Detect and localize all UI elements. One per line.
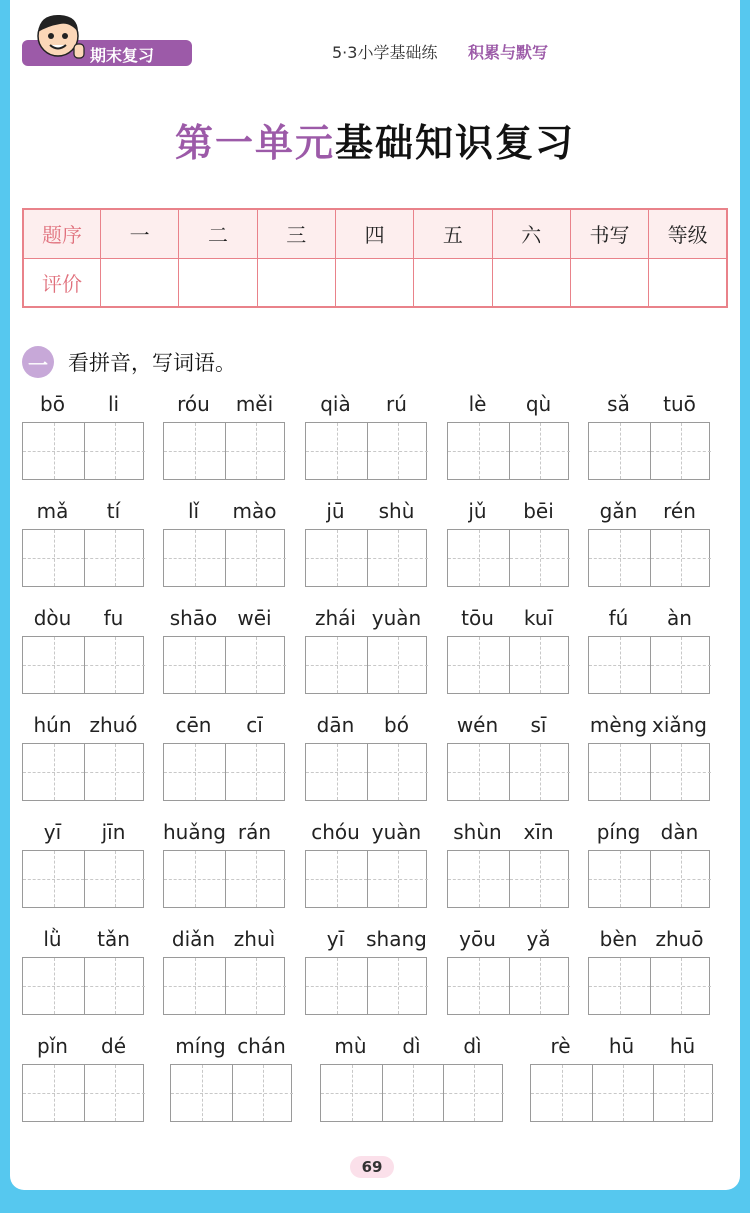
pinyin-syllable: lǜ [43, 927, 62, 951]
col-head: 书写 [570, 209, 648, 258]
writing-cell[interactable] [23, 851, 84, 907]
writing-box[interactable] [588, 850, 710, 908]
pinyin-syllable: hún [33, 713, 72, 737]
pinyin-syllable: mào [232, 499, 277, 523]
title-topic: 基础知识复习 [335, 121, 576, 165]
writing-cell[interactable] [589, 637, 650, 693]
eval-cell[interactable] [335, 258, 413, 307]
writing-cell[interactable] [23, 423, 84, 479]
writing-cell[interactable] [650, 851, 711, 907]
pinyin-syllable: tǎn [97, 927, 130, 951]
pinyin-syllable: zhuō [655, 927, 704, 951]
writing-cell[interactable] [164, 958, 225, 1014]
writing-cell[interactable] [164, 637, 225, 693]
score-table [22, 208, 728, 308]
pinyin-syllable: yǎ [526, 927, 551, 951]
writing-cell[interactable] [650, 958, 711, 1014]
pinyin-syllable: rú [386, 392, 407, 416]
writing-cell[interactable] [592, 1065, 653, 1121]
writing-cell[interactable] [84, 1065, 145, 1121]
review-badge-label: 期末复习 [90, 46, 155, 65]
writing-cell[interactable] [509, 851, 570, 907]
writing-box[interactable] [22, 636, 144, 694]
pinyin-syllable: dé [101, 1034, 126, 1058]
writing-cell[interactable] [509, 744, 570, 800]
writing-cell[interactable] [367, 958, 428, 1014]
pinyin-syllable: bó [384, 713, 409, 737]
col-head: 等级 [649, 209, 727, 258]
pinyin-syllable: qù [525, 392, 552, 416]
writing-box[interactable] [305, 422, 427, 480]
pinyin-syllable: huǎng [163, 820, 226, 844]
writing-cell[interactable] [589, 958, 650, 1014]
writing-box[interactable] [22, 957, 144, 1015]
series-name: 5·3小学基础练 [332, 43, 438, 62]
pinyin-syllable: měi [235, 392, 274, 416]
writing-cell[interactable] [84, 744, 145, 800]
pinyin-syllable: fú [608, 606, 629, 630]
section-instruction: 看拼音，写词语。 [68, 351, 236, 375]
score-table-eval-row [23, 258, 727, 307]
writing-cell[interactable] [367, 851, 428, 907]
section-number: 一 [28, 353, 48, 377]
pinyin-syllable: fu [103, 606, 124, 630]
writing-cell[interactable] [589, 530, 650, 586]
pinyin-syllable: bō [40, 392, 65, 416]
writing-cell[interactable] [23, 637, 84, 693]
writing-cell[interactable] [23, 744, 84, 800]
writing-cell[interactable] [653, 1065, 714, 1121]
writing-box[interactable] [305, 529, 427, 587]
writing-box[interactable] [447, 529, 569, 587]
pinyin-syllable: cēn [175, 713, 212, 737]
writing-cell[interactable] [225, 637, 286, 693]
writing-box[interactable] [305, 957, 427, 1015]
pinyin-syllable: chán [237, 1034, 286, 1058]
writing-cell[interactable] [225, 744, 286, 800]
eval-cell[interactable] [101, 258, 179, 307]
writing-cell[interactable] [367, 423, 428, 479]
pinyin-syllable: mèng [589, 713, 648, 737]
writing-cell[interactable] [509, 423, 570, 479]
pinyin-syllable: mǎ [36, 499, 69, 523]
writing-box[interactable] [447, 743, 569, 801]
col-head: 五 [414, 209, 492, 258]
pinyin-syllable: lè [468, 392, 487, 416]
writing-cell[interactable] [306, 851, 367, 907]
writing-cell[interactable] [84, 423, 145, 479]
pinyin-syllable: zhái [315, 606, 356, 630]
pinyin-syllable: dàn [660, 820, 699, 844]
writing-box[interactable] [170, 1064, 292, 1122]
writing-cell[interactable] [23, 1065, 84, 1121]
pinyin-syllable: bèn [599, 927, 638, 951]
writing-cell[interactable] [650, 423, 711, 479]
writing-cell[interactable] [164, 744, 225, 800]
mascot-boy-icon [30, 10, 88, 70]
writing-box[interactable] [22, 529, 144, 587]
pinyin-syllable: yī [326, 927, 345, 951]
pinyin-syllable: rè [550, 1034, 571, 1058]
writing-box[interactable] [588, 529, 710, 587]
eval-cell[interactable] [257, 258, 335, 307]
pinyin-syllable: àn [667, 606, 692, 630]
pinyin-syllable: diǎn [171, 927, 216, 951]
writing-cell[interactable] [589, 744, 650, 800]
pinyin-syllable: gǎn [599, 499, 638, 523]
pinyin-syllable: xiǎng [651, 713, 708, 737]
writing-box[interactable] [22, 743, 144, 801]
writing-box[interactable] [447, 636, 569, 694]
writing-box[interactable] [447, 422, 569, 480]
writing-box[interactable] [163, 957, 285, 1015]
writing-cell[interactable] [531, 1065, 592, 1121]
pinyin-syllable: shāo [169, 606, 218, 630]
writing-cell[interactable] [367, 530, 428, 586]
writing-cell[interactable] [589, 851, 650, 907]
pinyin-syllable: hū [608, 1034, 635, 1058]
writing-box[interactable] [447, 850, 569, 908]
pinyin-syllable: dì [402, 1034, 421, 1058]
pinyin-syllable: shang [366, 927, 427, 951]
pinyin-syllable: qià [320, 392, 351, 416]
pinyin-syllable: yuàn [371, 606, 422, 630]
writing-cell[interactable] [367, 744, 428, 800]
writing-cell[interactable] [23, 530, 84, 586]
pinyin-syllable: lǐ [187, 499, 200, 523]
writing-cell[interactable] [84, 637, 145, 693]
pinyin-syllable: yī [43, 820, 62, 844]
writing-box[interactable] [22, 850, 144, 908]
pinyin-syllable: zhuó [89, 713, 138, 737]
writing-cell[interactable] [448, 851, 509, 907]
eval-cell[interactable] [649, 258, 727, 307]
writing-cell[interactable] [84, 851, 145, 907]
col-head: 四 [335, 209, 413, 258]
pinyin-syllable: wēi [237, 606, 272, 630]
pinyin-syllable: li [107, 392, 120, 416]
pinyin-syllable: mù [334, 1034, 367, 1058]
pinyin-syllable: bēi [523, 499, 554, 523]
writing-box[interactable] [320, 1064, 503, 1122]
writing-box[interactable] [22, 422, 144, 480]
row-head-order: 题序 [23, 209, 101, 258]
row-head-eval: 评价 [23, 258, 101, 307]
pinyin-syllable: wén [456, 713, 499, 737]
writing-box[interactable] [530, 1064, 713, 1122]
col-head: 二 [179, 209, 257, 258]
writing-cell[interactable] [448, 958, 509, 1014]
pinyin-syllable: tōu [461, 606, 494, 630]
writing-box[interactable] [588, 743, 710, 801]
pinyin-syllable: sī [530, 713, 547, 737]
pinyin-syllable: cī [246, 713, 263, 737]
writing-cell[interactable] [23, 958, 84, 1014]
writing-cell[interactable] [306, 423, 367, 479]
writing-cell[interactable] [225, 423, 286, 479]
pinyin-syllable: rán [237, 820, 272, 844]
writing-cell[interactable] [171, 1065, 232, 1121]
writing-cell[interactable] [650, 530, 711, 586]
writing-box[interactable] [305, 636, 427, 694]
writing-cell[interactable] [164, 851, 225, 907]
eval-cell[interactable] [492, 258, 570, 307]
eval-cell[interactable] [570, 258, 648, 307]
worksheet-page [10, 0, 740, 1190]
writing-box[interactable] [163, 529, 285, 587]
writing-box[interactable] [447, 957, 569, 1015]
title-unit: 第一单元 [174, 121, 335, 165]
writing-cell[interactable] [164, 530, 225, 586]
writing-cell[interactable] [84, 958, 145, 1014]
book-title: 积累与默写 [468, 43, 549, 62]
pinyin-syllable: chóu [311, 820, 360, 844]
writing-cell[interactable] [509, 958, 570, 1014]
pinyin-syllable: shùn [453, 820, 502, 844]
writing-cell[interactable] [443, 1065, 504, 1121]
pinyin-syllable: hū [669, 1034, 696, 1058]
writing-cell[interactable] [225, 851, 286, 907]
col-head: 六 [492, 209, 570, 258]
writing-cell[interactable] [448, 637, 509, 693]
writing-cell[interactable] [650, 637, 711, 693]
pinyin-syllable: dì [463, 1034, 482, 1058]
writing-cell[interactable] [448, 423, 509, 479]
writing-cell[interactable] [84, 530, 145, 586]
pinyin-syllable: pǐn [37, 1034, 68, 1058]
pinyin-syllable: jū [326, 499, 345, 523]
pinyin-syllable: píng [596, 820, 641, 844]
writing-cell[interactable] [306, 958, 367, 1014]
writing-box[interactable] [163, 636, 285, 694]
writing-box[interactable] [163, 743, 285, 801]
writing-cell[interactable] [448, 530, 509, 586]
writing-box[interactable] [163, 422, 285, 480]
writing-cell[interactable] [382, 1065, 443, 1121]
eval-cell[interactable] [414, 258, 492, 307]
pinyin-syllable: míng [175, 1034, 226, 1058]
pinyin-syllable: zhuì [233, 927, 276, 951]
section-number-badge [22, 346, 54, 378]
pinyin-syllable: tí [106, 499, 121, 523]
eval-cell[interactable] [179, 258, 257, 307]
pinyin-syllable: kuī [523, 606, 554, 630]
pinyin-syllable: tuō [663, 392, 696, 416]
score-table-header-row [23, 209, 727, 258]
pinyin-syllable: yōu [459, 927, 496, 951]
writing-cell[interactable] [306, 530, 367, 586]
writing-box[interactable] [305, 850, 427, 908]
writing-cell[interactable] [509, 530, 570, 586]
pinyin-syllable: jīn [101, 820, 126, 844]
pinyin-syllable: yuàn [371, 820, 422, 844]
pinyin-syllable: dān [316, 713, 355, 737]
page-title [10, 112, 740, 167]
writing-box[interactable] [588, 422, 710, 480]
writing-cell[interactable] [321, 1065, 382, 1121]
writing-cell[interactable] [164, 423, 225, 479]
pinyin-syllable: sǎ [607, 392, 630, 416]
writing-cell[interactable] [225, 958, 286, 1014]
writing-cell[interactable] [650, 744, 711, 800]
writing-cell[interactable] [589, 423, 650, 479]
pinyin-syllable: xīn [523, 820, 554, 844]
pinyin-syllable: dòu [33, 606, 72, 630]
pinyin-syllable: rén [663, 499, 696, 523]
writing-cell[interactable] [306, 637, 367, 693]
writing-cell[interactable] [225, 530, 286, 586]
col-head: 三 [257, 209, 335, 258]
pinyin-syllable: shù [378, 499, 415, 523]
writing-box[interactable] [22, 1064, 144, 1122]
writing-box[interactable] [163, 850, 285, 908]
writing-cell[interactable] [232, 1065, 293, 1121]
page-number: 69 [350, 1156, 394, 1178]
writing-cell[interactable] [306, 744, 367, 800]
pinyin-syllable: jǔ [468, 499, 487, 523]
pinyin-syllable: róu [177, 392, 210, 416]
writing-cell[interactable] [367, 637, 428, 693]
writing-box[interactable] [588, 636, 710, 694]
writing-box[interactable] [588, 957, 710, 1015]
writing-box[interactable] [305, 743, 427, 801]
col-head: 一 [101, 209, 179, 258]
writing-cell[interactable] [509, 637, 570, 693]
writing-cell[interactable] [448, 744, 509, 800]
